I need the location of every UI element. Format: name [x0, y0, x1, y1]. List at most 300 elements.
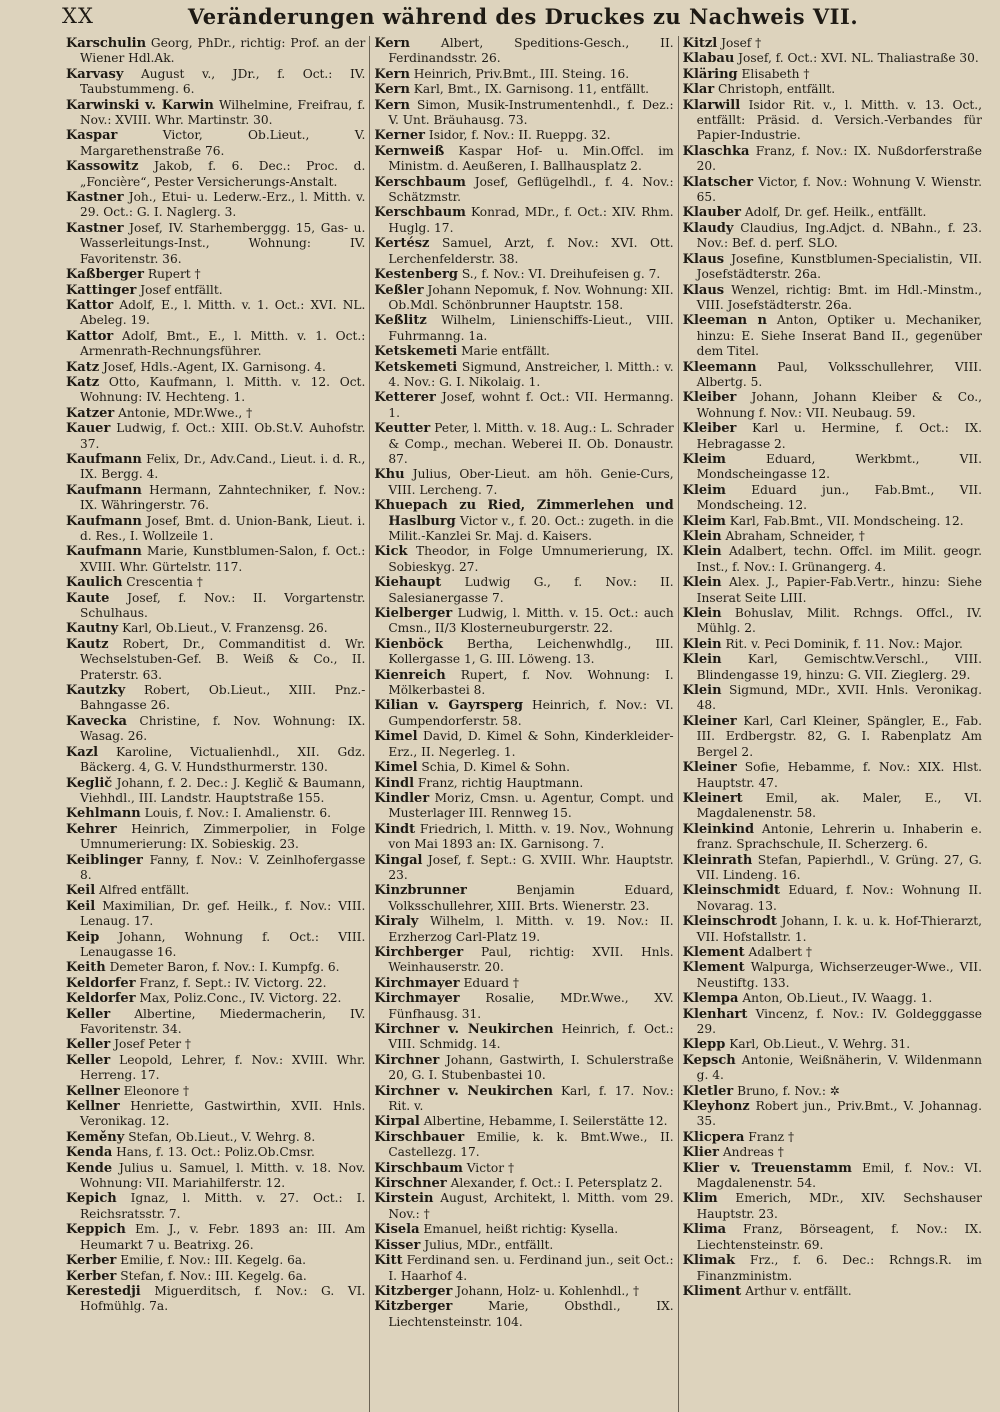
directory-entry: [683, 36, 982, 51]
entry-name: Kerschbaum: [374, 205, 466, 221]
entry-text: Bertha, Leichenwhdlg., III. Kollergasse 1, G. III. Löweng. 13.: [388, 636, 674, 667]
entry-text: David, D. Kimel & Sohn, Kinderkleider-Erz., II. Negerleg. 1.: [388, 729, 674, 759]
directory-entry: [683, 960, 982, 991]
directory-entry: [683, 1099, 982, 1130]
directory-entry: [66, 1191, 365, 1222]
directory-entry: [66, 575, 365, 590]
entry-text: Walpurga, Wichserzeuger-Wwe., VII. Neustiftg. 133.: [696, 960, 982, 990]
entry-text: Arthur v. entfällt.: [745, 1283, 852, 1298]
directory-entry: [374, 1238, 673, 1253]
entry-text: August v., JDr., f. Oct.: IV. Taubstummeng. 6.: [80, 66, 366, 97]
directory-entry: [66, 267, 365, 282]
entry-text: Victor †: [466, 1160, 515, 1175]
entry-name: Klement: [682, 944, 745, 960]
entry-text: Anton, Optiker u. Mechaniker, hinzu: E. Siehe Inserat Band II., gegenüber dem Titel.: [696, 313, 982, 359]
entry-text: Felix, Dr., Adv.Cand., Lieut. i. d. R., IX. Bergg. 4.: [80, 451, 366, 482]
entry-text: Isidor, f. Nov.: II. Rueppg. 32.: [428, 128, 611, 143]
directory-entry: [374, 637, 673, 668]
directory-entry: [374, 991, 673, 1022]
entry-name: Kirchmayer: [374, 991, 460, 1007]
entry-name: Klimak: [682, 1253, 736, 1269]
directory-entry: [66, 406, 365, 421]
entry-text: Simon, Musik-Instrumentenhdl., f. Dez.: V. Unt. Bräuhausg. 73.: [388, 97, 674, 128]
page-header: [62, 4, 984, 34]
directory-entry: [683, 1284, 982, 1299]
entry-name: Kaufmann: [66, 451, 142, 467]
entry-name: Kirchberger: [374, 944, 464, 960]
entry-name: Kletler: [682, 1083, 734, 1099]
directory-entry: [66, 976, 365, 991]
entry-text: Adolf, E., l. Mitth. v. 1. Oct.: XVI. NL. Abeleg. 19.: [80, 297, 366, 328]
directory-entry: [66, 822, 365, 853]
directory-entry: [66, 190, 365, 221]
entry-text: Eduard, Werkbmt., VII. Mondscheingasse 12.: [696, 451, 982, 482]
entry-name: Karwinski v. Karwin: [66, 97, 214, 113]
entry-text: Franz, f. Nov.: IX. Nußdorferstraße 20.: [696, 143, 982, 174]
entry-text: Josefine, Kunstblumen-Specialistin, VII. Josefstädterstr. 26a.: [696, 251, 982, 282]
entry-text: Emerich, MDr., XIV. Sechshauser Hauptstr. 23.: [696, 1191, 982, 1221]
directory-entry: [66, 714, 365, 745]
entry-name: Kleim: [682, 482, 726, 498]
directory-entry: [683, 390, 982, 421]
directory-entry: [66, 621, 365, 636]
directory-entry: [683, 1037, 982, 1052]
directory-entry: [683, 914, 982, 945]
directory-entry: [66, 1084, 365, 1099]
entry-name: Klicpera: [682, 1129, 745, 1145]
entry-text: Franz †: [748, 1129, 795, 1144]
entry-name: Klein: [682, 544, 722, 560]
column-1: [62, 36, 370, 1412]
page-number: XX: [62, 4, 94, 28]
directory-entry: [683, 452, 982, 483]
entry-text: Johann, f. 2. Dec.: J. Keglič & Baumann, Viehhdl., III. Landstr. Hauptstraße 155.: [80, 775, 366, 805]
entry-text: Louis, f. Nov.: I. Amalienstr. 6.: [144, 806, 331, 821]
directory-entry: [374, 822, 673, 853]
entry-text: Johann, Gastwirth, I. Schulerstraße 20, G. I. Stubenbastei 10.: [388, 1052, 674, 1083]
directory-entry: [66, 806, 365, 821]
entry-name: Keměny: [66, 1129, 125, 1145]
entry-text: Josef, Bmt. d. Union-Bank, Lieut. i. d. Res., I. Wollzeile 1.: [80, 513, 366, 543]
entry-text: Alex. J., Papier-Fab.Vertr., hinzu: Siehe Inserat Seite LIII.: [696, 575, 982, 605]
directory-entry: [374, 1084, 673, 1115]
entry-text: Christoph, entfällt.: [718, 82, 836, 97]
entry-name: Karschulin: [66, 36, 147, 51]
entry-text: Rupert, f. Nov. Wohnung: I. Mölkerbastei 8.: [388, 667, 674, 698]
directory-entry: [374, 1253, 673, 1284]
directory-entry: [66, 360, 365, 375]
directory-entry: [66, 128, 365, 159]
entry-name: Kernweiß: [374, 143, 445, 159]
entry-name: Kick: [374, 544, 408, 560]
entry-text: Franz, f. Sept.: IV. Victorg. 22.: [139, 975, 327, 990]
entry-text: Josef, f. Sept.: G. XVIII. Whr. Hauptstr. 23.: [388, 852, 674, 882]
entry-text: Johann, Johann Kleiber & Co., Wohnung f. Nov.: VII. Neubaug. 59.: [696, 390, 982, 420]
entry-name: Kertész: [374, 236, 430, 252]
directory-entry: [683, 483, 982, 514]
directory-entry: [374, 344, 673, 359]
directory-entry: [374, 1161, 673, 1176]
entry-text: Konrad, MDr., f. Oct.: XIV. Rhm. Huglg. 17.: [388, 205, 674, 235]
entry-name: Khuepach zu Ried, Zimmerlehen und Haslburg: [374, 498, 674, 529]
entry-text: Sofie, Hebamme, f. Nov.: XIX. Hlst. Hauptstr. 47.: [696, 760, 982, 790]
entry-name: Kleim: [682, 513, 726, 529]
entry-name: Kern: [374, 97, 410, 113]
entry-name: Klauber: [682, 205, 741, 221]
directory-entry: [66, 159, 365, 190]
entry-name: Kassowitz: [66, 159, 139, 175]
entry-name: Kleeman n: [682, 313, 767, 329]
entry-name: Kleiner: [682, 760, 737, 776]
entry-text: Otto, Kaufmann, l. Mitth. v. 12. Oct. Wohnung: IV. Hechteng. 1.: [80, 374, 366, 405]
entry-name: Kirchner v. Neukirchen: [374, 1022, 554, 1037]
entry-text: Emil, ak. Maler, E., VI. Magdalenenstr. 58.: [696, 790, 982, 821]
directory-entry: [374, 36, 673, 67]
directory-entry: [683, 760, 982, 791]
entry-text: Robert, Dr., Commanditist d. Wr. Wechselstuben-Gef. B. Weiß & Co., II. Praterstr. 63.: [80, 636, 366, 682]
entry-name: Kitzberger: [374, 1299, 453, 1315]
entry-text: Paul, Volksschullehrer, VIII. Albertg. 5.: [696, 359, 982, 389]
directory-entry: [683, 1161, 982, 1192]
directory-entry: [66, 544, 365, 575]
directory-entry: [66, 329, 365, 360]
directory-entry: [374, 776, 673, 791]
entry-name: Kleiber: [682, 421, 737, 437]
entry-name: Keßler: [374, 282, 424, 298]
entry-name: Keller: [66, 1006, 111, 1022]
entry-name: Kautny: [66, 621, 119, 637]
entry-text: Karl, Ob.Lieut., V. Franzensg. 26.: [122, 621, 328, 636]
directory-entry: [66, 1145, 365, 1160]
directory-entry: [683, 51, 982, 66]
directory-entry: [66, 1222, 365, 1253]
entry-name: Klaschka: [682, 143, 750, 159]
entry-text: Franz, Börseagent, f. Nov.: IX. Liechtensteinstr. 69.: [696, 1222, 982, 1252]
directory-entry: [374, 1130, 673, 1161]
entry-name: Kisser: [374, 1237, 421, 1253]
entry-name: Klein: [682, 652, 722, 668]
entry-text: Crescentia †: [126, 575, 203, 590]
directory-entry: [66, 98, 365, 129]
directory-entry: [374, 606, 673, 637]
entry-text: Abraham, Schneider, †: [725, 529, 865, 543]
entry-text: Stefan, f. Nov.: III. Kegelg. 6a.: [120, 1268, 307, 1283]
directory-entry: [66, 776, 365, 807]
directory-entry: [683, 529, 982, 544]
entry-text: Antonie, Lehrerin u. Inhaberin e. franz. Sprachschule, II. Scherzerg. 6.: [696, 821, 982, 852]
directory-entry: [683, 421, 982, 452]
entry-text: Heinrich, f. Oct.: VIII. Schmidg. 14.: [388, 1022, 674, 1052]
entry-name: Klein: [682, 636, 722, 652]
entry-name: Klepp: [682, 1037, 726, 1053]
entry-name: Klein: [682, 606, 722, 622]
entry-name: Kindt: [374, 821, 416, 837]
entry-text: Christine, f. Nov. Wohnung: IX. Wasag. 26.: [80, 713, 366, 744]
directory-entry: [374, 976, 673, 991]
entry-name: Kliment: [682, 1283, 742, 1299]
entry-text: Josef Peter †: [114, 1037, 192, 1052]
directory-entry: [683, 1053, 982, 1084]
entry-name: Kepich: [66, 1191, 117, 1207]
directory-entry: [374, 575, 673, 606]
entry-text: Ludwig, f. Oct.: XIII. Ob.St.V. Auhofstr. 37.: [80, 421, 366, 451]
entry-name: Kinzbrunner: [374, 883, 467, 899]
directory-entry: [374, 267, 673, 282]
entry-text: Karl u. Hermine, f. Oct.: IX. Hebragasse 2.: [696, 421, 982, 451]
directory-entry: [683, 1253, 982, 1284]
directory-entry: [66, 298, 365, 329]
entry-text: Adolf, Bmt., E., l. Mitth. v. 1. Oct.: Armenrath-Rechnungsführer.: [80, 328, 366, 359]
entry-text: Heinrich, Priv.Bmt., III. Steing. 16.: [413, 66, 630, 81]
entry-text: Johann, Holz- u. Kohlenhdl., †: [456, 1283, 640, 1298]
entry-name: Keppich: [66, 1222, 126, 1238]
directory-entry: [374, 82, 673, 97]
directory-entry: [683, 791, 982, 822]
entry-name: Kielberger: [374, 606, 453, 622]
directory-entry: [374, 128, 673, 143]
entry-name: Keßlitz: [374, 313, 427, 329]
entry-text: Wilhelm, Linienschiffs-Lieut., VIII. Fuhrmanng. 1a.: [388, 313, 674, 343]
entry-name: Kirpal: [374, 1114, 420, 1130]
entry-name: Kirschbaum: [374, 1160, 463, 1176]
entry-name: Kepsch: [682, 1052, 736, 1068]
directory-entry: [683, 175, 982, 206]
entry-name: Keglič: [66, 775, 113, 791]
directory-entry: [374, 1284, 673, 1299]
entry-text: Josef, Hdls.-Agent, IX. Garnisong. 4.: [102, 359, 326, 374]
directory-entry: [66, 960, 365, 975]
entry-name: Kautz: [66, 636, 109, 652]
entry-text: Georg, PhDr., richtig: Prof. an der Wiener Hdl.Ak.: [80, 36, 366, 66]
directory-columns: [62, 36, 986, 1412]
entry-text: Fanny, f. Nov.: V. Zeinlhofergasse 8.: [80, 852, 366, 882]
entry-text: Karl, Gemischtw.Verschl., VIII. Blindengasse 19, hinzu: G. VII. Zieglerg. 29.: [696, 652, 982, 682]
directory-entry: [374, 791, 673, 822]
entry-name: Khu: [374, 467, 405, 483]
directory-entry: [683, 822, 982, 853]
entry-name: Kleiber: [682, 390, 737, 406]
entry-text: Karl, Ob.Lieut., V. Wehrg. 31.: [729, 1037, 911, 1052]
directory-entry: [683, 1130, 982, 1145]
directory-entry: [374, 1299, 673, 1330]
directory-entry: [683, 1222, 982, 1253]
entry-name: Klaus: [682, 251, 725, 267]
entry-name: Kazl: [66, 744, 99, 760]
entry-name: Kleinkind: [682, 821, 755, 837]
entry-text: Karoline, Victualienhdl., XII. Gdz. Bäckerg. 4, G. V. Hundsthurmerstr. 130.: [80, 744, 366, 775]
entry-text: Sigmund, MDr., XVII. Hnls. Veronikag. 48.: [696, 683, 982, 713]
entry-text: Heinrich, f. Nov.: VI. Gumpendorferstr. 58.: [388, 698, 674, 728]
directory-entry: [374, 283, 673, 314]
directory-entry: [66, 853, 365, 884]
entry-name: Klein: [682, 529, 722, 544]
directory-entry: [66, 637, 365, 683]
directory-entry: [66, 745, 365, 776]
directory-entry: [374, 205, 673, 236]
directory-entry: [683, 575, 982, 606]
entry-text: Hans, f. 13. Oct.: Poliz.Ob.Cmsr.: [116, 1145, 315, 1160]
directory-entry: [683, 144, 982, 175]
directory-entry: [374, 1053, 673, 1084]
directory-entry: [683, 283, 982, 314]
entry-text: Ludwig G., f. Nov.: II. Salesianergasse 7.: [388, 575, 674, 605]
entry-text: Emil, f. Nov.: VI. Magdalenenstr. 54.: [696, 1160, 982, 1191]
directory-entry: [683, 637, 982, 652]
directory-entry: [683, 1191, 982, 1222]
entry-text: Wilhelmine, Freifrau, f. Nov.: XVIII. Whr. Martinstr. 30.: [80, 97, 366, 128]
entry-name: Klar: [682, 82, 715, 98]
entry-name: Kern: [374, 36, 410, 51]
entry-name: Klarwill: [682, 97, 741, 113]
entry-text: Marie entfällt.: [461, 344, 550, 359]
entry-name: Katz: [66, 374, 100, 390]
entry-name: Ketskemeti: [374, 344, 458, 360]
entry-name: Kerestedji: [66, 1283, 141, 1299]
directory-entry: [683, 1145, 982, 1160]
entry-text: Alfred entfällt.: [99, 883, 190, 898]
directory-entry: [683, 883, 982, 914]
entry-name: Keil: [66, 883, 96, 899]
directory-entry: [683, 1084, 982, 1099]
directory-entry: [66, 1037, 365, 1052]
entry-name: Kirchner v. Neukirchen: [374, 1083, 553, 1099]
entry-text: Antonie, Weißnäherin, V. Wildenmann g. 4.: [696, 1052, 982, 1083]
entry-name: Kauer: [66, 421, 111, 437]
entry-name: Kern: [374, 82, 410, 98]
entry-name: Kattinger: [66, 282, 137, 298]
entry-name: Kern: [374, 66, 410, 82]
entry-name: Kimel: [374, 760, 418, 776]
entry-name: Kleinrath: [682, 852, 753, 868]
directory-entry: [66, 452, 365, 483]
directory-entry: [374, 360, 673, 391]
directory-entry: [683, 67, 982, 82]
directory-entry: [683, 714, 982, 760]
directory-entry: [683, 544, 982, 575]
entry-name: Keller: [66, 1037, 111, 1053]
entry-name: Kirchmayer: [374, 975, 460, 991]
directory-entry: [66, 683, 365, 714]
entry-name: Kenda: [66, 1145, 113, 1161]
entry-name: Kaufmann: [66, 482, 142, 498]
directory-entry: [66, 375, 365, 406]
directory-entry: [374, 175, 673, 206]
directory-entry: [374, 421, 673, 467]
entry-text: Adolf, Dr. gef. Heilk., entfällt.: [744, 205, 927, 220]
entry-name: Kavecka: [66, 713, 127, 729]
entry-name: Klier: [682, 1145, 719, 1161]
entry-text: Robert, Ob.Lieut., XIII. Pnz.-Bahngasse 26.: [80, 683, 366, 713]
entry-name: Keldorfer: [66, 991, 136, 1007]
entry-name: Kleyhonz: [682, 1099, 750, 1115]
entry-text: Elisabeth †: [741, 66, 810, 81]
entry-name: Kilian v. Gayrsperg: [374, 698, 523, 714]
entry-name: Klatscher: [682, 174, 754, 190]
entry-text: Stefan, Papierhdl., V. Grüng. 27, G. VII. Lindeng. 16.: [696, 852, 982, 882]
entry-text: Max, Poliz.Conc., IV. Victorg. 22.: [139, 991, 342, 1006]
entry-name: Kitt: [374, 1253, 403, 1269]
directory-entry: [683, 652, 982, 683]
entry-name: Klenhart: [682, 1006, 748, 1022]
directory-entry: [374, 668, 673, 699]
entry-text: Emilie, f. Nov.: III. Kegelg. 6a.: [120, 1253, 306, 1268]
entry-name: Kehlmann: [66, 806, 141, 822]
entry-text: Johann Nepomuk, f. Nov. Wohnung: XII. Ob.Mdl. Schönbrunner Hauptstr. 158.: [388, 282, 674, 312]
entry-name: Kleiner: [682, 713, 737, 729]
entry-text: Joh., Etui- u. Lederw.-Erz., l. Mitth. v. 29. Oct.: G. I. Naglerg. 3.: [80, 190, 366, 220]
entry-name: Kellner: [66, 1083, 120, 1099]
directory-entry: [683, 945, 982, 960]
entry-text: Albertine, Hebamme, I. Seilerstätte 12.: [423, 1114, 668, 1129]
entry-text: Henriette, Gastwirthin, XVII. Hnls. Veronikag. 12.: [80, 1099, 366, 1129]
entry-name: Kisela: [374, 1222, 420, 1238]
entry-name: Kleim: [682, 451, 726, 467]
entry-text: Eduard, f. Nov.: Wohnung II. Novarag. 13.: [696, 883, 982, 913]
directory-entry: [374, 98, 673, 129]
entry-text: Josef, wohnt f. Oct.: VII. Hermanng. 1.: [388, 390, 674, 420]
entry-name: Katzer: [66, 405, 115, 421]
directory-entry: [374, 883, 673, 914]
entry-text: Vincenz, f. Nov.: IV. Goldegggasse 29.: [696, 1006, 982, 1036]
directory-entry: [374, 313, 673, 344]
directory-entry: [66, 1099, 365, 1130]
entry-text: Maximilian, Dr. gef. Heilk., f. Nov.: VIII. Lenaug. 17.: [80, 898, 366, 929]
entry-name: Kende: [66, 1160, 113, 1176]
directory-entry: [374, 914, 673, 945]
directory-entry: [66, 1130, 365, 1145]
entry-name: Klier v. Treuenstamm: [682, 1160, 852, 1176]
directory-entry: [683, 313, 982, 359]
entry-name: Kindl: [374, 775, 415, 791]
entry-text: Emanuel, heißt richtig: Kysella.: [423, 1222, 619, 1237]
entry-text: Franz, richtig Hauptmann.: [417, 775, 584, 790]
directory-entry: [66, 899, 365, 930]
entry-name: Kirstein: [374, 1191, 434, 1207]
directory-entry: [374, 698, 673, 729]
entry-text: Josef, f. Nov.: II. Vorgartenstr. Schulhaus.: [80, 590, 366, 621]
entry-text: August, Architekt, l. Mitth. vom 29. Nov.: †: [388, 1191, 674, 1221]
entry-name: Klaus: [682, 282, 725, 298]
directory-entry: [66, 283, 365, 298]
entry-text: Robert jun., Priv.Bmt., V. Johannag. 35.: [696, 1099, 982, 1129]
entry-name: Kerschbaum: [374, 174, 466, 190]
entry-name: Kläring: [682, 66, 738, 82]
entry-name: Kattor: [66, 328, 114, 344]
entry-text: Bohuslav, Milit. Rchngs. Offcl., IV. Mühlg. 2.: [696, 606, 982, 636]
directory-entry: [683, 205, 982, 220]
entry-name: Kienreich: [374, 667, 446, 683]
directory-entry: [683, 991, 982, 1006]
directory-entry: [66, 36, 365, 67]
entry-name: Klima: [682, 1222, 727, 1238]
entry-name: Ketskemeti: [374, 359, 458, 375]
entry-text: Rosalie, MDr.Wwe., XV. Fünfhausg. 31.: [388, 991, 674, 1021]
directory-entry: [66, 1253, 365, 1268]
directory-entry: [374, 729, 673, 760]
entry-text: Julius u. Samuel, l. Mitth. v. 18. Nov. Wohnung: VII. Mariahilferstr. 12.: [80, 1160, 366, 1191]
entry-text: Frz., f. 6. Dec.: Rchngs.R. im Finanzministm.: [696, 1253, 982, 1283]
directory-entry: [374, 1022, 673, 1053]
entry-text: Stefan, Ob.Lieut., V. Wehrg. 8.: [128, 1129, 316, 1144]
directory-entry: [374, 467, 673, 498]
entry-text: Alexander, f. Oct.: I. Petersplatz 2.: [450, 1176, 663, 1191]
entry-text: Emilie, k. k. Bmt.Wwe., II. Castellezg. 17.: [388, 1129, 674, 1160]
entry-text: Leopold, Lehrer, f. Nov.: XVIII. Whr. Herreng. 17.: [80, 1052, 366, 1083]
directory-entry: [374, 144, 673, 175]
entry-name: Kindler: [374, 790, 430, 806]
entry-name: Kaspar: [66, 128, 118, 144]
directory-entry: [683, 683, 982, 714]
